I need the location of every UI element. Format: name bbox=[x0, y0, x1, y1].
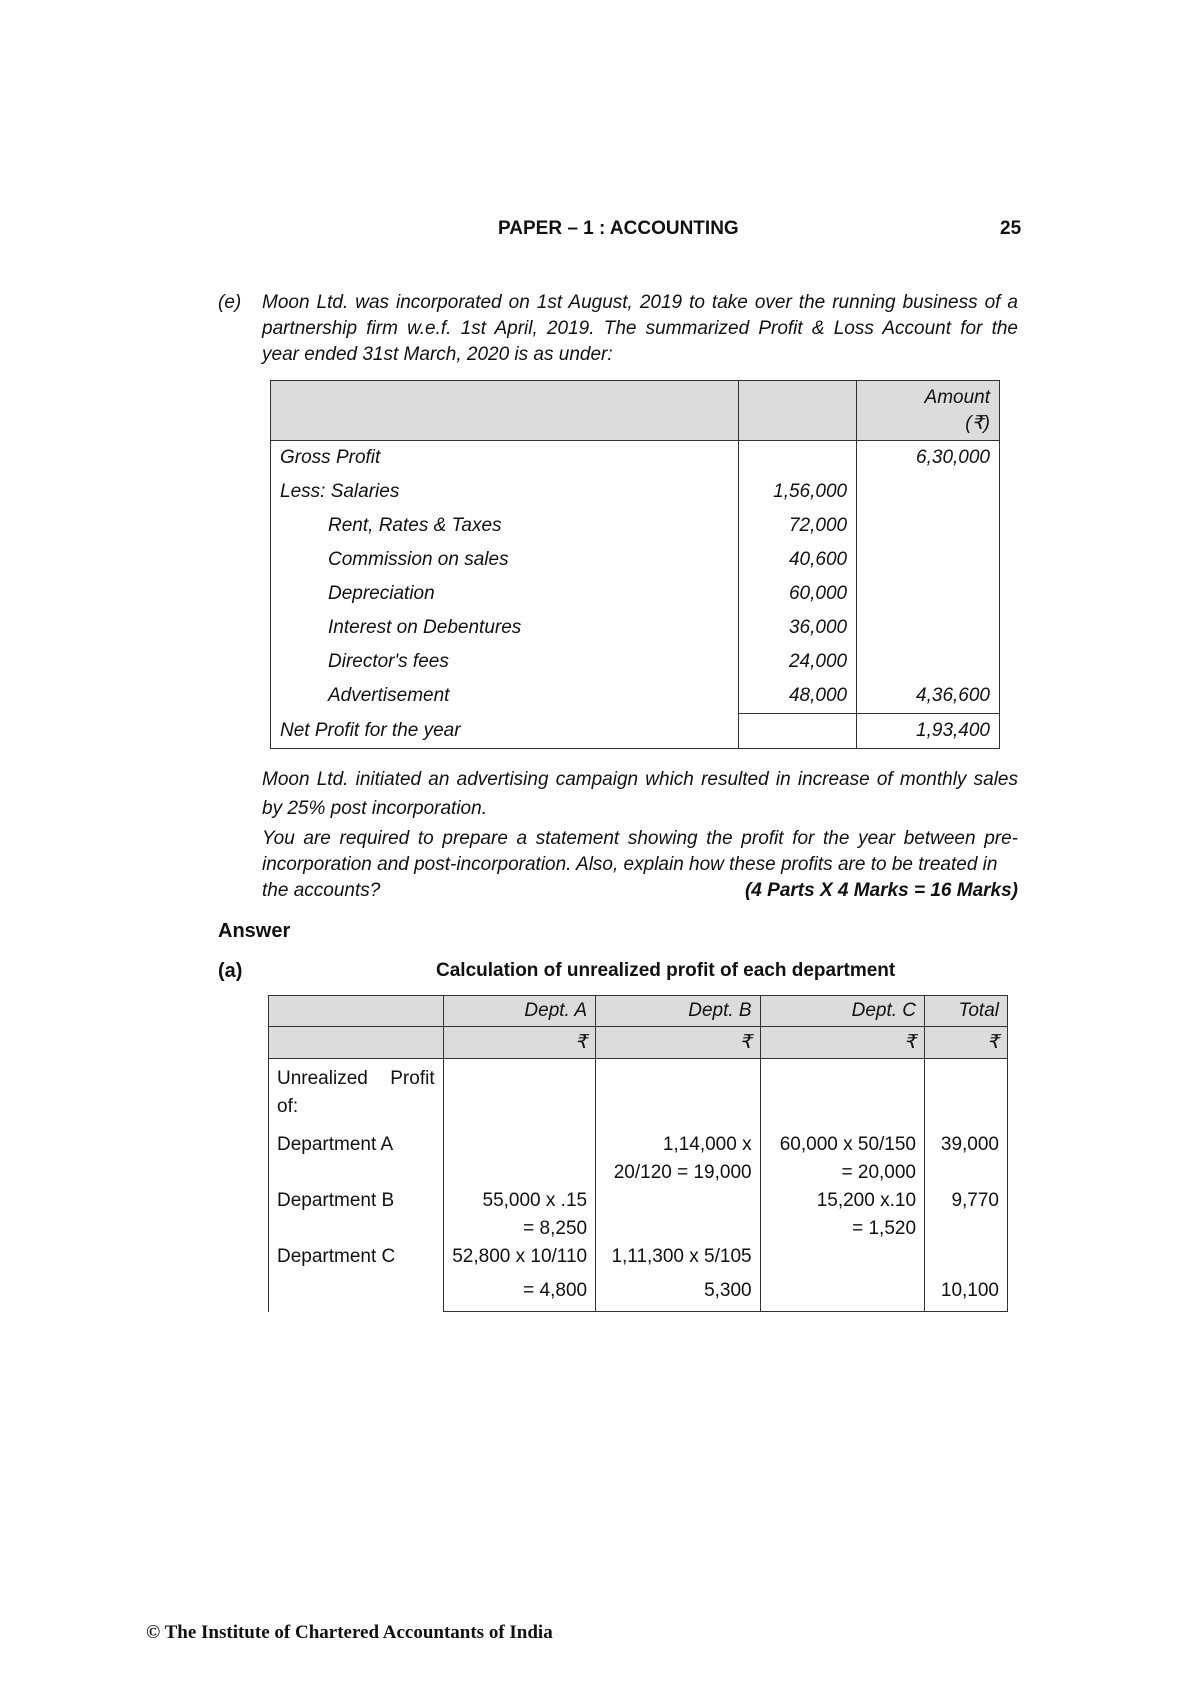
dept-c-in-b-calc: 1,11,300 x 5/105 bbox=[611, 1246, 752, 1267]
answer-table-title: Calculation of unrealized profit of each department bbox=[436, 960, 896, 981]
expense-label: Commission on sales bbox=[271, 543, 739, 577]
currency-cell: ₹ bbox=[443, 1027, 595, 1059]
table-row bbox=[271, 577, 1000, 611]
expense-label: Advertisement bbox=[271, 679, 739, 714]
column-header-dept-c: Dept. C bbox=[760, 996, 924, 1027]
dept-a-in-c-calc: 60,000 x 50/150 bbox=[779, 1134, 917, 1155]
page-number: 25 bbox=[1000, 218, 1022, 239]
dept-a-total: 39,000 bbox=[940, 1134, 999, 1155]
table-row bbox=[271, 611, 1000, 645]
question-label: (e) bbox=[218, 292, 242, 313]
question-paragraph-2: Moon Ltd. initiated an advertising campaign which resulted in increase of monthly sales by 25% post incorporation. bbox=[262, 769, 1018, 819]
question-intro-line-1: Moon Ltd. was incorporated on 1st August, 2019 to take over the running business of a bbox=[262, 292, 1018, 313]
expense-label: Director's fees bbox=[271, 645, 739, 679]
table-row bbox=[269, 1059, 1008, 1312]
dept-b-in-a-calc: 55,000 x .15 bbox=[482, 1190, 588, 1211]
total-expenses: 4,36,600 bbox=[857, 679, 1000, 714]
column-header-dept-b: Dept. B bbox=[596, 996, 761, 1027]
footer-copyright: © The Institute of Chartered Accountants of India bbox=[146, 1622, 553, 1643]
dept-c-in-a-calc: 52,800 x 10/110 bbox=[452, 1246, 588, 1267]
dept-a-in-b-calc: 1,14,000 x bbox=[662, 1134, 752, 1155]
dept-c-in-a-result: = 4,800 bbox=[523, 1280, 588, 1301]
dept-a-in-c-result: = 20,000 bbox=[841, 1162, 917, 1183]
gross-profit-value: 6,30,000 bbox=[857, 441, 1000, 476]
expense-value: 40,600 bbox=[738, 543, 856, 577]
expense-label: Interest on Debentures bbox=[271, 611, 739, 645]
gross-profit-label: Gross Profit bbox=[271, 441, 739, 476]
pl-account-table bbox=[270, 380, 1000, 749]
table-row bbox=[271, 714, 1000, 749]
dept-a-in-b-result: 20/120 = 19,000 bbox=[613, 1162, 752, 1183]
table-row bbox=[271, 509, 1000, 543]
page-title: PAPER – 1 : ACCOUNTING bbox=[498, 218, 739, 239]
currency-cell: ₹ bbox=[760, 1027, 924, 1059]
net-profit-label: Net Profit for the year bbox=[271, 714, 739, 749]
dept-c-total: 10,100 bbox=[940, 1280, 999, 1301]
dept-b-in-c-calc: 15,200 x.10 bbox=[816, 1190, 917, 1211]
table-row bbox=[271, 441, 1000, 476]
table-row bbox=[271, 475, 1000, 509]
row-label-dept-a: Department A bbox=[277, 1134, 394, 1155]
table-row bbox=[271, 543, 1000, 577]
amount-header: Amount bbox=[924, 387, 990, 408]
question-paragraph-3-end: the accounts? bbox=[262, 880, 381, 901]
dept-c-in-b-result: 5,300 bbox=[704, 1280, 752, 1301]
dept-b-total: 9,770 bbox=[951, 1190, 999, 1211]
currency-cell: ₹ bbox=[596, 1027, 761, 1059]
table-row bbox=[271, 645, 1000, 679]
expense-value: 60,000 bbox=[738, 577, 856, 611]
question-intro-line-3: year ended 31st March, 2020 is as under: bbox=[262, 344, 613, 365]
expense-value: 1,56,000 bbox=[738, 475, 856, 509]
question-paragraph-3: You are required to prepare a statement showing the profit for the year between pre-incorporation and post-incorporation. Also, explain how these profits are to be treated in bbox=[262, 828, 1018, 875]
row-label-dept-b: Department B bbox=[277, 1190, 395, 1211]
expense-value: 36,000 bbox=[738, 611, 856, 645]
answer-heading: Answer bbox=[218, 920, 291, 942]
answer-part-label: (a) bbox=[218, 960, 243, 982]
currency-header: (₹) bbox=[965, 413, 990, 434]
expense-value: 24,000 bbox=[738, 645, 856, 679]
expense-label: Less: Salaries bbox=[271, 475, 739, 509]
table-row bbox=[271, 679, 1000, 714]
marks-note: (4 Parts X 4 Marks = 16 Marks) bbox=[744, 880, 1018, 901]
section-label: Unrealized Profit of: bbox=[277, 1068, 435, 1117]
column-header-total: Total bbox=[925, 996, 1008, 1027]
row-label-dept-c: Department C bbox=[277, 1246, 396, 1267]
dept-b-in-c-result: = 1,520 bbox=[852, 1218, 917, 1239]
dept-b-in-a-result: = 8,250 bbox=[523, 1218, 588, 1239]
column-header-dept-a: Dept. A bbox=[443, 996, 595, 1027]
expense-label: Depreciation bbox=[271, 577, 739, 611]
unrealized-profit-table bbox=[268, 995, 1008, 1312]
expense-label: Rent, Rates & Taxes bbox=[271, 509, 739, 543]
question-intro-line-2: partnership firm w.e.f. 1st April, 2019. The summarized Profit & Loss Account for the bbox=[262, 318, 1018, 339]
net-profit-value: 1,93,400 bbox=[857, 714, 1000, 749]
expense-value: 72,000 bbox=[738, 509, 856, 543]
expense-value: 48,000 bbox=[738, 679, 856, 714]
currency-cell: ₹ bbox=[925, 1027, 1008, 1059]
